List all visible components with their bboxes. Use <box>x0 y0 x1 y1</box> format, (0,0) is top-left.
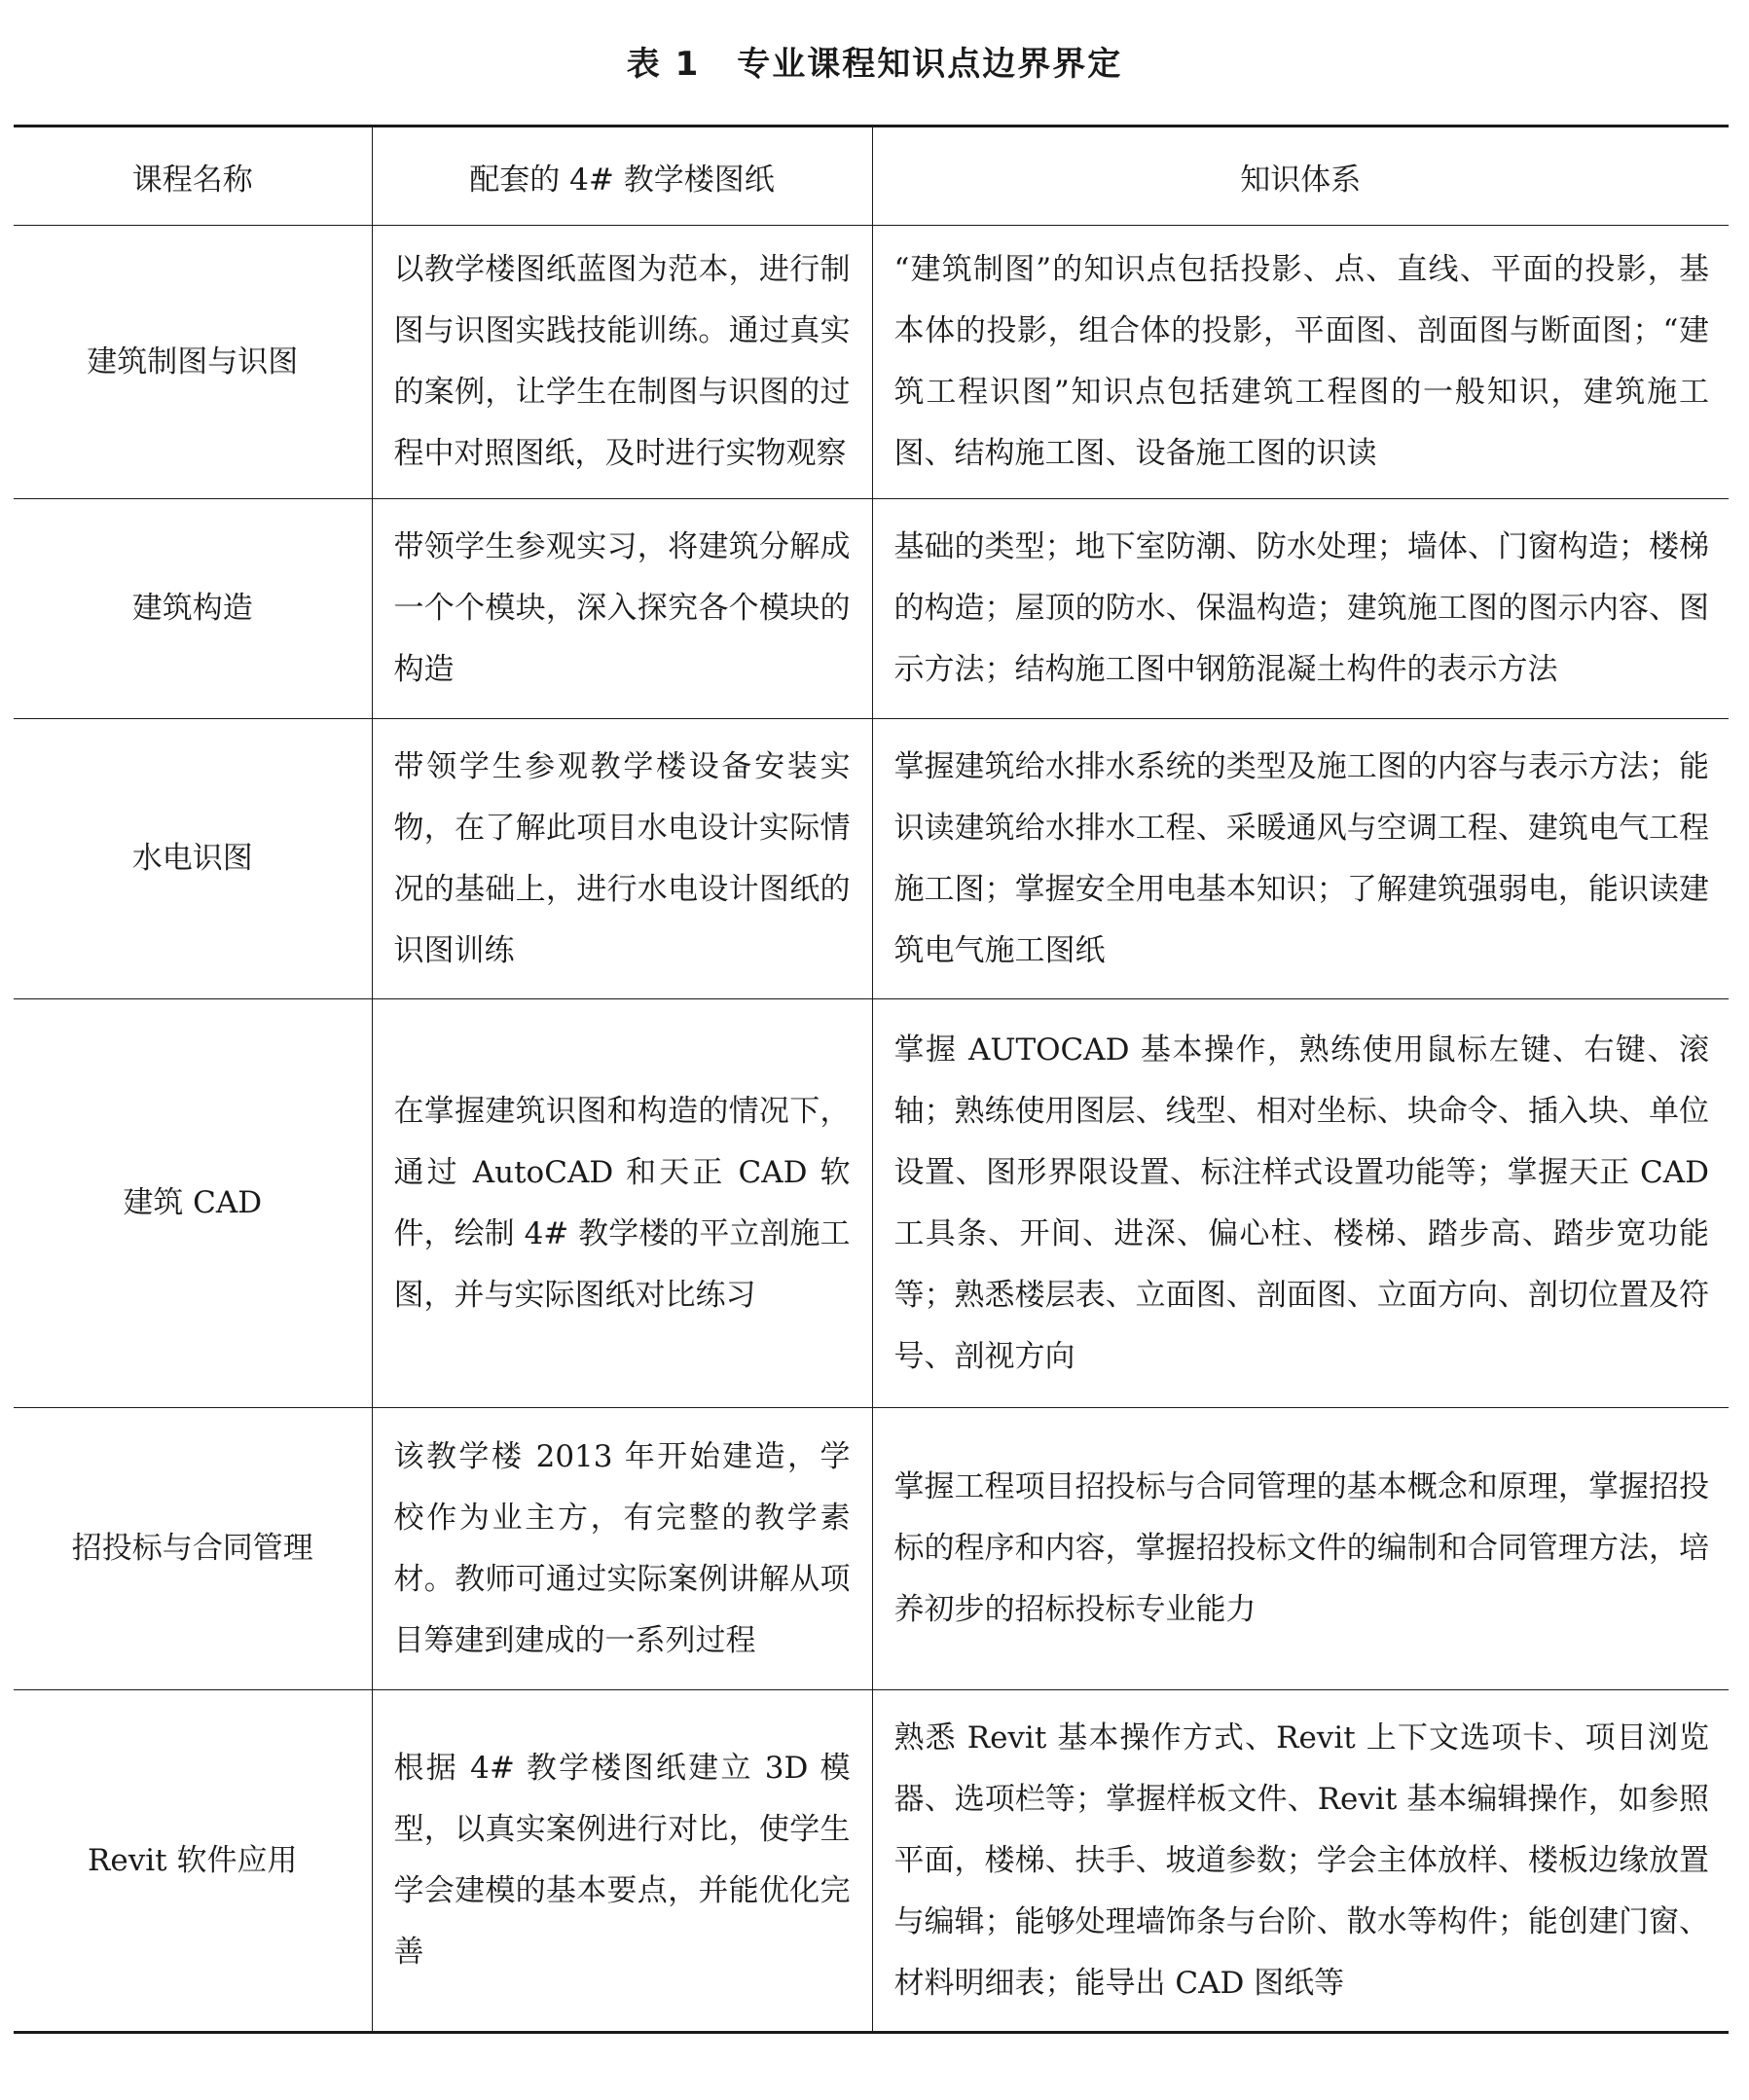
drawing-description: 以教学楼图纸蓝图为范本，进行制图与识图实践技能训练。通过真实的案例，让学生在制图与识图的过程中对照图纸，及时进行实物观察 <box>372 226 872 499</box>
course-name: 建筑制图与识图 <box>14 226 372 499</box>
knowledge-system: 基础的类型；地下室防潮、防水处理；墙体、门窗构造；楼梯的构造；屋顶的防水、保温构造；建筑施工图的图示内容、图示方法；结构施工图中钢筋混凝土构件的表示方法 <box>872 499 1729 719</box>
table-caption <box>0 37 1749 85</box>
table-number: 表 1 <box>626 45 701 84</box>
header-course-name: 课程名称 <box>14 127 372 226</box>
drawing-description: 带领学生参观教学楼设备安装实物，在了解此项目水电设计实际情况的基础上，进行水电设计图纸的识图训练 <box>372 719 872 999</box>
header-drawing: 配套的 4# 教学楼图纸 <box>372 127 872 226</box>
knowledge-system: 熟悉 Revit 基本操作方式、Revit 上下文选项卡、项目浏览器、选项栏等；掌握样板文件、Revit 基本编辑操作，如参照平面，楼梯、扶手、坡道参数；学会主体放样、楼板边缘放置与编辑；能够处理墙饰条与台阶、散水等构件；能创建门窗、材料明细表；能导出 CAD 图纸等 <box>872 1690 1729 2033</box>
table-row <box>14 1690 1729 2033</box>
drawing-description: 该教学楼 2013 年开始建造，学校作为业主方，有完整的教学素材。教师可通过实际案例讲解从项目筹建到建成的一系列过程 <box>372 1408 872 1690</box>
header-knowledge: 知识体系 <box>872 127 1729 226</box>
knowledge-system: 掌握 AUTOCAD 基本操作，熟练使用鼠标左键、右键、滚轴；熟练使用图层、线型、相对坐标、块命令、插入块、单位设置、图形界限设置、标注样式设置功能等；掌握天正 CAD 工具条、开间、进深、偏心柱、楼梯、踏步高、踏步宽功能等；熟悉楼层表、立面图、剖面图、立面方向、剖切位置及符号、剖视方向 <box>872 999 1729 1408</box>
header-row <box>14 127 1729 226</box>
course-name: 水电识图 <box>14 719 372 999</box>
table-row <box>14 1408 1729 1690</box>
course-knowledge-table <box>14 125 1729 2034</box>
knowledge-system: “建筑制图”的知识点包括投影、点、直线、平面的投影，基本体的投影，组合体的投影，平面图、剖面图与断面图；“建筑工程识图”知识点包括建筑工程图的一般知识，建筑施工图、结构施工图、设备施工图的识读 <box>872 226 1729 499</box>
table-row <box>14 499 1729 719</box>
table-row <box>14 999 1729 1408</box>
drawing-description: 根据 4# 教学楼图纸建立 3D 模型，以真实案例进行对比，使学生学会建模的基本要点，并能优化完善 <box>372 1690 872 2033</box>
knowledge-system: 掌握建筑给水排水系统的类型及施工图的内容与表示方法；能识读建筑给水排水工程、采暖通风与空调工程、建筑电气工程施工图；掌握安全用电基本知识；了解建筑强弱电，能识读建筑电气施工图纸 <box>872 719 1729 999</box>
course-name: Revit 软件应用 <box>14 1690 372 2033</box>
knowledge-system: 掌握工程项目招投标与合同管理的基本概念和原理，掌握招投标的程序和内容，掌握招投标文件的编制和合同管理方法，培养初步的招标投标专业能力 <box>872 1408 1729 1690</box>
course-name: 建筑构造 <box>14 499 372 719</box>
table-title: 专业课程知识点边界界定 <box>737 45 1123 84</box>
course-name: 建筑 CAD <box>14 999 372 1408</box>
drawing-description: 带领学生参观实习，将建筑分解成一个个模块，深入探究各个模块的构造 <box>372 499 872 719</box>
drawing-description: 在掌握建筑识图和构造的情况下，通过 AutoCAD 和天正 CAD 软件，绘制 4# 教学楼的平立剖施工图，并与实际图纸对比练习 <box>372 999 872 1408</box>
course-name: 招投标与合同管理 <box>14 1408 372 1690</box>
table-row <box>14 719 1729 999</box>
table-row <box>14 226 1729 499</box>
